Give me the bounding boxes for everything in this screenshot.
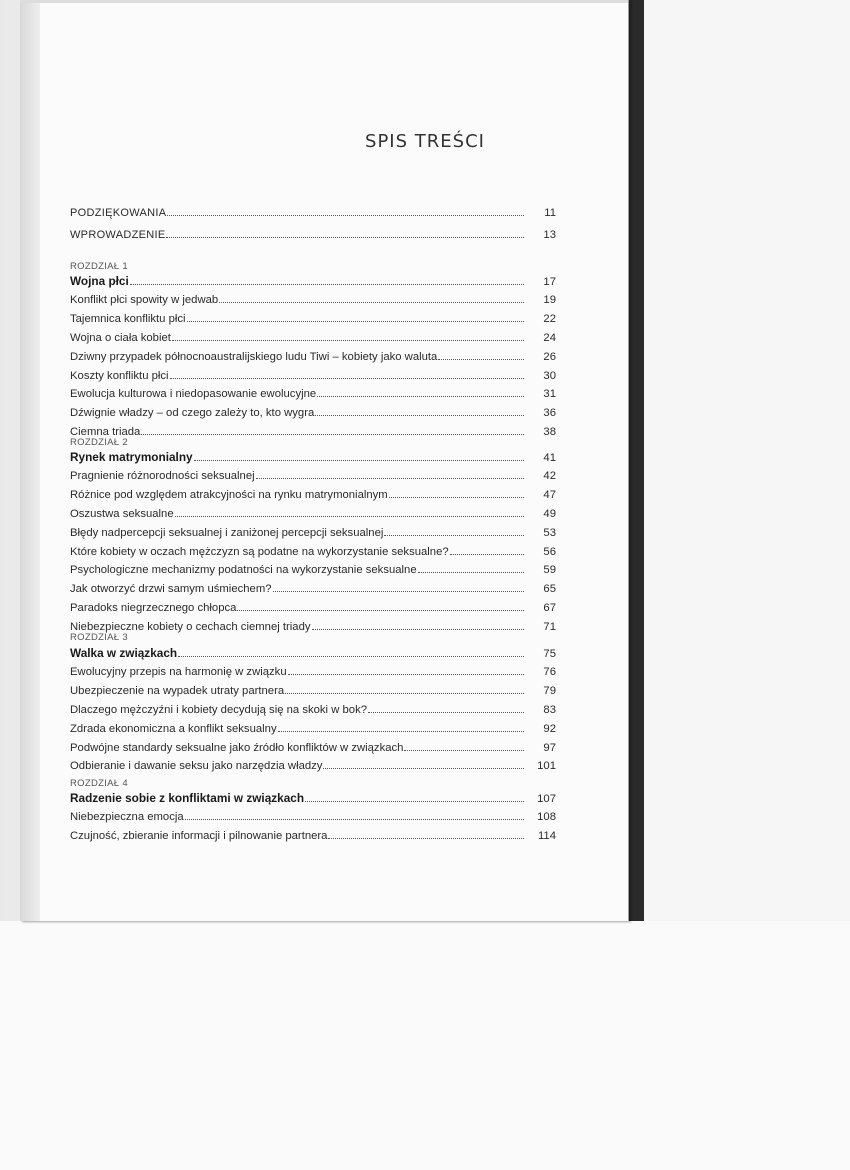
dot-leader [323,759,524,769]
page-number: 101 [537,760,556,773]
page-number: 108 [537,810,556,823]
toc-entry [70,759,556,772]
toc-entry [70,387,556,400]
toc-entry [70,601,556,614]
dot-leader [418,563,524,573]
dot-leader [312,620,524,630]
toc-entry [70,620,556,633]
toc-chapter-heading [70,450,556,464]
chapter-label: ROZDZIAŁ 3 [70,632,128,643]
dot-leader [172,331,524,341]
dot-leader [170,369,524,379]
toc-entry [70,545,556,558]
page-number: 24 [543,331,556,344]
entry-title: Odbieranie i dawanie seksu jako narzędzia władzy [70,760,323,773]
toc-entry [70,829,556,842]
toc-entry [70,684,556,697]
entry-title: Niebezpieczne kobiety o cechach ciemnej triady [70,621,311,634]
dot-leader [288,665,524,675]
dot-leader [166,228,524,238]
page-number: 41 [543,452,556,464]
dot-leader [278,722,524,732]
dot-leader [178,647,524,657]
dot-leader [187,312,524,322]
entry-title: Niebezpieczna emocja [70,810,184,823]
entry-title: Wojna o ciała kobiet [70,331,171,344]
dot-leader [194,451,524,461]
entry-title: Jak otworzyć drzwi samym uśmiechem? [70,583,272,596]
toc-entry [70,350,556,363]
toc-entry [70,331,556,344]
page-number: 107 [537,793,556,805]
entry-title: Psychologiczne mechanizmy podatności na wykorzystanie seksualne [70,564,417,577]
page-number: 59 [543,564,556,577]
toc-entry [70,665,556,678]
chapter-label: ROZDZIAŁ 1 [70,261,128,272]
entry-title: Konflikt płci spowity w jedwab [70,293,219,306]
entry-title: Koszty konfliktu płci [70,369,169,382]
page-top-edge [20,0,628,3]
entry-title: Błędy nadpercepcji seksualnej i zaniżonej percepcji seksualnej [70,526,384,539]
page-number: 38 [543,426,556,439]
toc-entry [70,563,556,576]
page-number: 13 [543,229,556,241]
page-number: 97 [543,741,556,754]
chapter-label: ROZDZIAŁ 2 [70,437,128,448]
page-number: 56 [543,545,556,558]
toc-entry [70,406,556,419]
dot-leader [450,545,524,555]
entry-title: Radzenie sobie z konfliktami w związkach [70,791,305,805]
page-number: 71 [543,621,556,634]
entry-title: PODZIĘKOWANIA [70,207,167,219]
dot-leader [404,741,524,751]
entry-title: Które kobiety w oczach mężczyzn są podatne na wykorzystanie seksualne? [70,545,449,558]
entry-title: Pragnienie różnorodności seksualnej [70,469,255,482]
entry-title: Różnice pod względem atrakcyjności na rynku matrymonialnym [70,488,388,501]
entry-title: Podwójne standardy seksualne jako źródło konfliktów w związkach [70,741,404,754]
toc-entry [70,507,556,520]
dot-leader [237,601,524,611]
dot-leader [285,684,524,694]
toc-entry [70,526,556,539]
toc-entry [70,425,556,438]
page-number: 36 [543,407,556,420]
page-number: 49 [543,507,556,520]
entry-title: Paradoks niegrzecznego chłopca [70,602,237,615]
page-number: 53 [543,526,556,539]
toc-chapter-heading [70,646,556,660]
dot-leader [315,406,524,416]
toc-chapter-heading [70,274,556,288]
page-number: 42 [543,469,556,482]
toc-entry [70,488,556,501]
dot-leader [256,469,524,479]
entry-title: Ubezpieczenie na wypadek utraty partnera [70,684,285,697]
entry-title: Oszustwa seksualne [70,507,174,520]
chapter-label: ROZDZIAŁ 4 [70,778,128,789]
entry-title: Zdrada ekonomiczna a konflikt seksualny [70,722,277,735]
entry-title: Wojna płci [70,274,129,288]
dot-leader [167,206,524,216]
toc-entry [70,703,556,716]
page-number: 65 [543,583,556,596]
entry-title: Ewolucja kulturowa i niedopasowanie ewolucyjne [70,388,317,401]
dot-leader [317,387,524,397]
entry-title: Dlaczego mężczyźni i kobiety decydują się na skoki w bok? [70,703,367,716]
dot-leader [305,792,524,802]
page-number: 11 [544,207,556,219]
dot-leader [328,829,524,839]
page-title: SPIS TREŚCI [365,131,485,153]
toc-entry [70,293,556,306]
page-number: 47 [543,488,556,501]
page-number: 114 [537,829,556,842]
toc-entry [70,312,556,325]
toc-entry [70,741,556,754]
toc-entry [70,582,556,595]
page-number: 26 [543,350,556,363]
entry-title: Walka w związkach [70,646,178,660]
dot-leader [130,275,524,285]
page-number: 31 [543,388,556,401]
toc-entry-front [70,206,556,219]
page-number: 67 [543,602,556,615]
entry-title: Tajemnica konfliktu płci [70,312,186,325]
entry-title: Rynek matrymonialny [70,450,193,464]
scanner-bed-bottom [0,921,850,1170]
entry-title: Czujność, zbieranie informacji i pilnowanie partnera [70,829,328,842]
dot-leader [368,703,524,713]
toc-entry [70,810,556,823]
toc-entry [70,722,556,735]
entry-title: Dziwny przypadek północnoaustralijskiego ludu Tiwi – kobiety jako waluta [70,350,438,363]
page-number: 75 [543,648,556,660]
toc-chapter-heading [70,791,556,805]
page-number: 22 [543,312,556,325]
page-number: 30 [543,369,556,382]
dot-leader [219,293,524,303]
page-number: 83 [543,703,556,716]
toc-entry [70,369,556,382]
toc-entry [70,469,556,482]
page-number: 19 [543,293,556,306]
dot-leader [141,425,524,435]
entry-title: WPROWADZENIE [70,229,166,241]
dot-leader [185,810,524,820]
dot-leader [384,526,524,536]
entry-title: Dźwignie władzy – od czego zależy to, kto wygra [70,407,315,420]
dot-leader [273,582,524,592]
entry-title: Ciemna triada [70,426,141,439]
dot-leader [389,488,524,498]
dot-leader [438,350,524,360]
page-number: 92 [543,722,556,735]
toc-entry-front [70,228,556,241]
dot-leader [175,507,524,517]
page-number: 17 [543,276,556,288]
entry-title: Ewolucyjny przepis na harmonię w związku [70,665,287,678]
page-number: 76 [543,665,556,678]
page-number: 79 [543,684,556,697]
